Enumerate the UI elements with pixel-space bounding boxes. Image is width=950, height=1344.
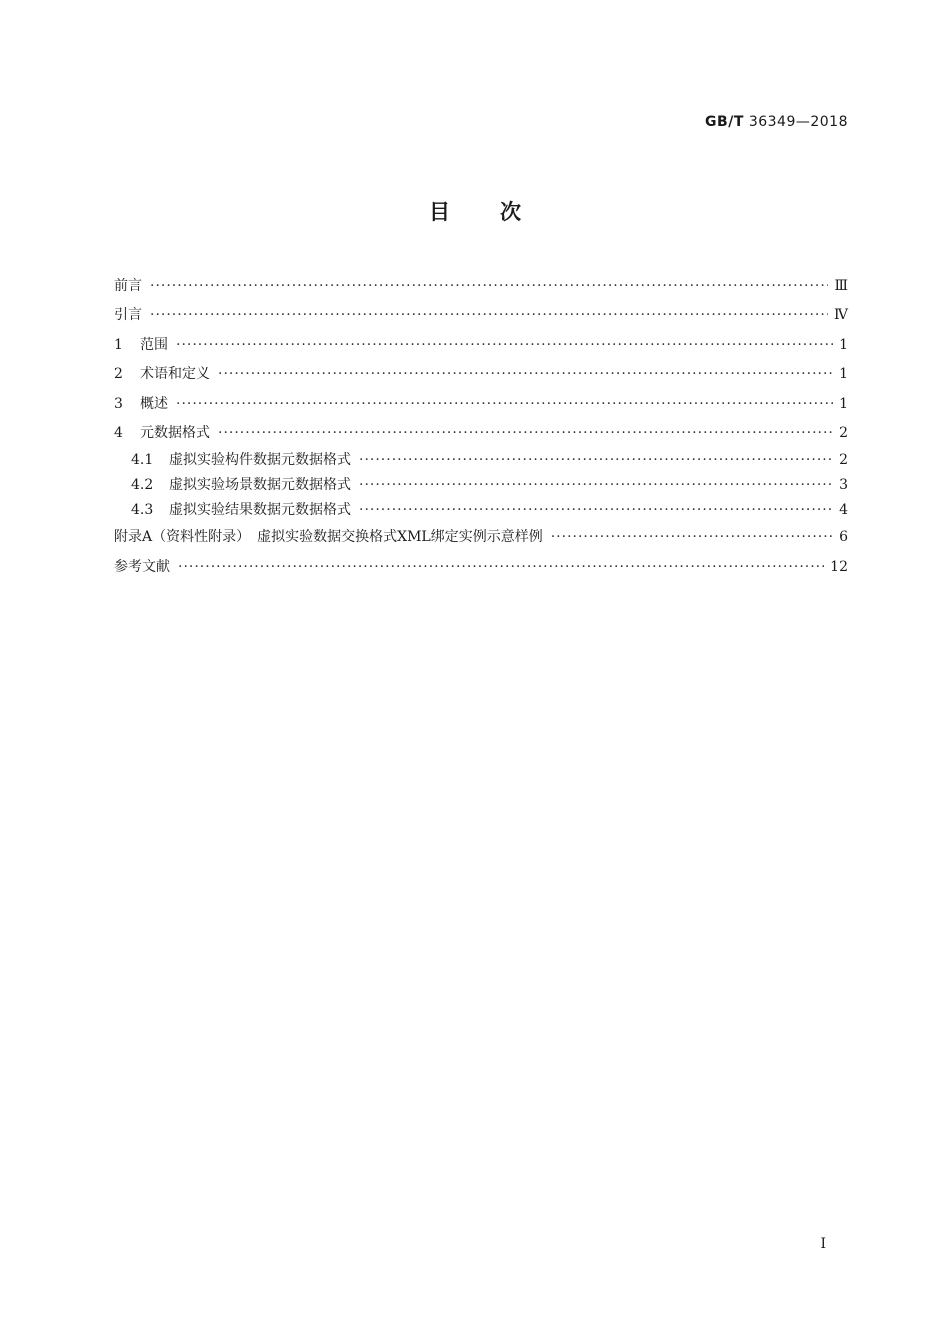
toc-leader (218, 419, 833, 448)
page-number: Ⅰ (820, 1236, 826, 1252)
toc-entry-label: 虚拟实验场景数据元数据格式 (169, 477, 351, 494)
toc-entry-label: 范围 (140, 336, 168, 353)
standard-code (705, 114, 848, 130)
toc-leader (150, 301, 828, 330)
toc-entry-label: 引言 (114, 307, 142, 324)
standard-number: 36349—2018 (748, 114, 848, 130)
toc-leader (359, 473, 833, 498)
toc-entry-overview[interactable] (114, 390, 848, 419)
toc-entry-number: 4.1 (131, 452, 154, 469)
toc-entry-appendix-a[interactable] (114, 523, 848, 552)
toc-entry-label: 元数据格式 (140, 424, 210, 441)
toc-entry-number: 4 (114, 424, 123, 441)
toc-entry-page: 1 (839, 395, 848, 412)
toc-entry-number: 1 (114, 336, 123, 353)
toc-entry-component-metadata[interactable] (114, 448, 848, 473)
toc-entry-page: 4 (839, 502, 848, 519)
toc-leader (551, 523, 833, 552)
toc-entry-terms[interactable] (114, 360, 848, 389)
toc-entry-label: 虚拟实验构件数据元数据格式 (169, 452, 351, 469)
toc-entry-page: 1 (839, 366, 848, 383)
toc-entry-introduction[interactable] (114, 301, 848, 330)
toc-entry-page: Ⅳ (834, 307, 848, 324)
toc-entry-page: 2 (839, 424, 848, 441)
page-title-char-2: 次 (500, 200, 521, 224)
toc-entry-result-metadata[interactable] (114, 498, 848, 523)
toc-entry-number: 4.2 (131, 477, 154, 494)
toc-entry-scene-metadata[interactable] (114, 473, 848, 498)
toc-entry-page: 3 (839, 477, 848, 494)
toc-entry-label: 虚拟实验结果数据元数据格式 (169, 502, 351, 519)
toc-leader (150, 272, 828, 301)
toc-entry-page: Ⅲ (834, 278, 848, 294)
toc-leader (359, 448, 833, 473)
standard-prefix: GB/T (705, 114, 744, 130)
toc-entry-label: 术语和定义 (140, 366, 210, 383)
toc-entry-metadata-format[interactable] (114, 419, 848, 448)
toc-leader (218, 360, 833, 389)
toc-leader (178, 553, 824, 582)
toc-entry-label: 概述 (140, 395, 168, 412)
toc-entry-label: 前言 (114, 278, 142, 294)
toc-entry-number: 4.3 (131, 502, 154, 519)
page-title-char-1: 目 (429, 200, 450, 224)
page-title (0, 196, 950, 226)
toc-entry-label: 附录A（资料性附录） 虚拟实验数据交换格式XML绑定实例示意样例 (114, 529, 543, 546)
toc-entry-foreword[interactable] (114, 272, 848, 301)
table-of-contents (114, 272, 848, 582)
toc-entry-references[interactable] (114, 553, 848, 582)
toc-entry-number: 3 (114, 395, 123, 412)
toc-entry-page: 2 (839, 452, 848, 469)
toc-leader (359, 498, 833, 523)
toc-entry-page: 12 (830, 558, 848, 575)
toc-entry-label: 参考文献 (114, 558, 170, 575)
toc-leader (176, 390, 833, 419)
toc-entry-number: 2 (114, 366, 123, 383)
toc-entry-page: 1 (839, 336, 848, 353)
toc-entry-scope[interactable] (114, 331, 848, 360)
toc-leader (176, 331, 833, 360)
toc-entry-page: 6 (839, 529, 848, 546)
